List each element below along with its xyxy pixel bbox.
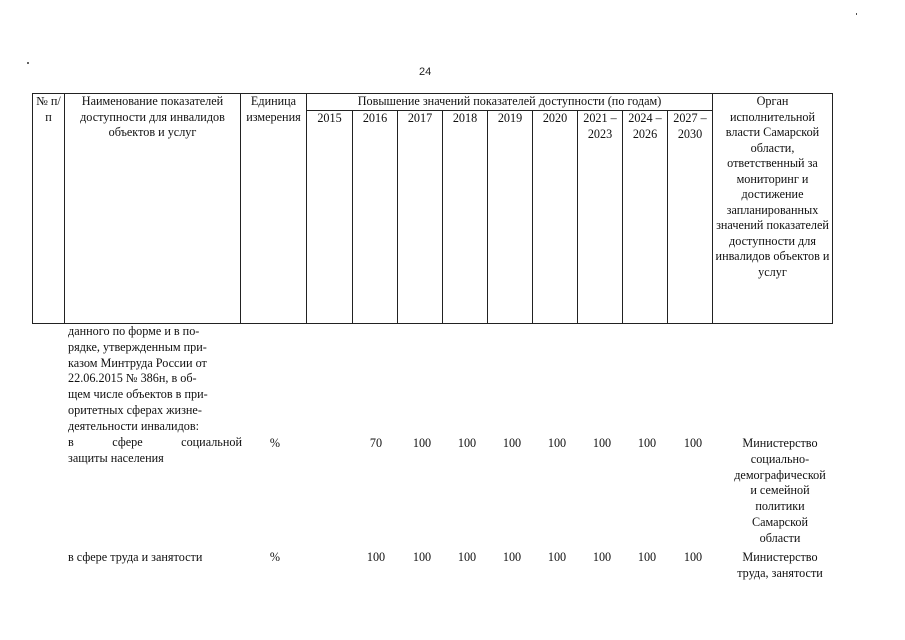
header-number [33, 94, 65, 324]
row-labour-2017: 100 [412, 550, 432, 564]
header-year-cell [443, 111, 488, 324]
header-indicator-name-label: Наименование показателей доступности для инвалидов объектов и услуг [80, 94, 225, 139]
header-year-cell [353, 111, 398, 324]
row-labour-name [68, 550, 248, 566]
row-labour-2018: 100 [457, 550, 477, 564]
row-social-protection-2020: 100 [547, 436, 567, 450]
header-year-cell [533, 111, 578, 324]
organ-line: политики [755, 499, 805, 514]
row-labour-2024-2026: 100 [637, 550, 657, 564]
header-year-label: 2027 – 2030 [673, 111, 707, 141]
intro-line: оритетных сферах жизне- [68, 402, 202, 417]
intro-line: рядке, утвержденным при- [68, 339, 207, 354]
intro-line: щем числе объектов в при- [68, 387, 208, 402]
intro-line: данного по форме и в по- [68, 324, 200, 338]
header-year-label: 2017 [407, 111, 433, 125]
header-year-cell [398, 111, 443, 324]
indicator-intro-text [68, 324, 242, 435]
header-year-group-label: Повышение значений показателей доступности (по годам) [357, 94, 662, 108]
header-number-label: № п/п [36, 94, 61, 124]
indicators-table-header [32, 93, 833, 324]
organ-line: труда, занятости [737, 565, 823, 580]
organ-line: Министерство [742, 550, 818, 564]
row-social-protection-unit: % [269, 436, 281, 450]
intro-line: деятельности инвалидов: [68, 418, 200, 433]
organ-line: и семейной [750, 483, 810, 498]
row-name-line: в сфере труда и занятости [68, 550, 203, 564]
row-labour-2016: 100 [366, 550, 386, 564]
header-indicator-name [65, 94, 241, 324]
organ-line: Самарской [752, 514, 808, 529]
header-unit [241, 94, 307, 324]
header-year-label: 2021 – 2023 [583, 111, 617, 141]
page-number: 24 [419, 66, 432, 78]
header-year-cell [668, 111, 713, 324]
row-social-protection-2027-2030: 100 [683, 436, 703, 450]
header-organ-label: Орган исполнительной власти Самарской области, ответственный за мониторинг и достижение запланированных значений показателей доступности для инвалидов объектов и услуг [715, 94, 830, 279]
scan-speck [856, 13, 857, 15]
header-year-cell [623, 111, 668, 324]
header-year-label: 2016 [362, 111, 388, 125]
header-year-label: 2019 [497, 111, 523, 125]
header-unit-label: Единица измерения [246, 94, 301, 124]
row-name-line: в сфере социальной [68, 435, 242, 449]
row-social-protection-2016: 70 [369, 436, 383, 450]
organ-line: области [759, 530, 801, 545]
organ-line: Министерство [742, 436, 818, 450]
row-social-protection-2019: 100 [502, 436, 522, 450]
intro-line: казом Минтруда России от [68, 355, 207, 370]
row-name-line: защиты населения [68, 450, 164, 465]
scan-speck [27, 62, 29, 64]
row-labour-unit: % [269, 550, 281, 564]
row-labour-organ [720, 550, 840, 582]
organ-line: демографической [734, 467, 826, 482]
row-labour-2020: 100 [547, 550, 567, 564]
row-social-protection-2018: 100 [457, 436, 477, 450]
header-organ [713, 94, 833, 324]
header-year-label: 2018 [452, 111, 478, 125]
header-year-label: 2020 [542, 111, 568, 125]
header-year-label: 2024 – 2026 [628, 111, 662, 141]
header-year-group [307, 94, 713, 111]
header-year-label: 2015 [317, 111, 342, 125]
row-social-protection-name [68, 435, 242, 467]
row-social-protection-2017: 100 [412, 436, 432, 450]
row-social-protection-2024-2026: 100 [637, 436, 657, 450]
row-labour-2019: 100 [502, 550, 522, 564]
row-social-protection-organ [720, 436, 840, 547]
header-year-cell [488, 111, 533, 324]
header-year-cell [307, 111, 353, 324]
row-labour-2027-2030: 100 [683, 550, 703, 564]
header-year-cell [578, 111, 623, 324]
row-labour-2021-2023: 100 [592, 550, 612, 564]
intro-line: 22.06.2015 № 386н, в об- [68, 371, 197, 386]
organ-line: социально- [750, 451, 810, 466]
row-social-protection-2021-2023: 100 [592, 436, 612, 450]
